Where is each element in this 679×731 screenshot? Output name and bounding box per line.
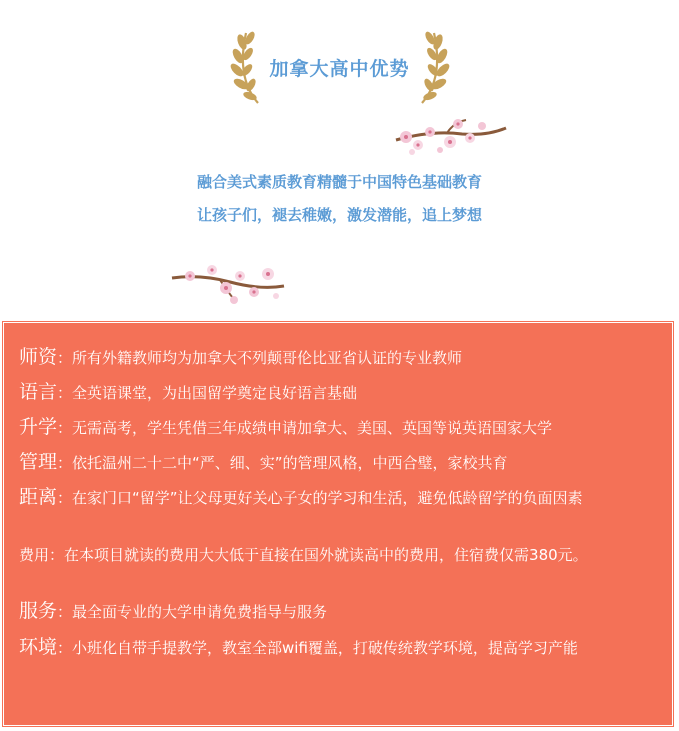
feature-label: 服务 (19, 600, 58, 622)
feature-distance (19, 483, 661, 512)
feature-text: ：在本项目就读的费用大大低于直接在国外就读高中的费用，住宿费仅需380元。 (49, 546, 588, 564)
feature-faculty (19, 343, 661, 372)
cherry-blossom-branch-icon (170, 262, 288, 308)
feature-label: 环境 (19, 636, 58, 658)
feature-label: 师资 (19, 346, 58, 368)
feature-label: 语言 (19, 381, 58, 403)
feature-cost (19, 541, 661, 569)
advantages-panel (3, 322, 673, 726)
feature-service (19, 597, 661, 626)
feature-text: ：所有外籍教师均为加拿大不列颠哥伦比亚省认证的专业教师 (57, 349, 463, 367)
feature-text: ：最全面专业的大学申请免费指导与服务 (57, 603, 328, 621)
feature-environment (19, 633, 661, 662)
tagline-line-2: 让孩子们，褪去稚嫩，激发潜能，追上梦想 (196, 206, 482, 224)
feature-text: ：全英语课堂，为出国留学奠定良好语言基础 (57, 384, 358, 402)
feature-text: ：依托温州二十二中“严、细、实”的管理风格，中西合璧，家校共育 (57, 454, 508, 472)
feature-admission (19, 413, 661, 442)
page-title: 加拿大高中优势 (269, 58, 410, 80)
header (0, 0, 679, 320)
feature-label: 费用 (19, 546, 50, 564)
feature-text: ：小班化自带手提教学，教室全部wifi覆盖，打破传统教学环境，提高学习产能 (57, 639, 578, 657)
feature-management (19, 448, 661, 477)
feature-label: 管理 (19, 451, 58, 473)
cherry-blossom-branch-icon (392, 112, 510, 158)
feature-text: ：无需高考，学生凭借三年成绩申请加拿大、美国、英国等说英语国家大学 (57, 419, 553, 437)
feature-label: 距离 (19, 486, 58, 508)
feature-label: 升学 (19, 416, 58, 438)
tagline-line-1: 融合美式素质教育精髓于中国特色基础教育 (196, 173, 482, 191)
feature-text: ：在家门口“留学”让父母更好关心子女的学习和生活，避免低龄留学的负面因素 (57, 489, 583, 507)
feature-language (19, 378, 661, 407)
